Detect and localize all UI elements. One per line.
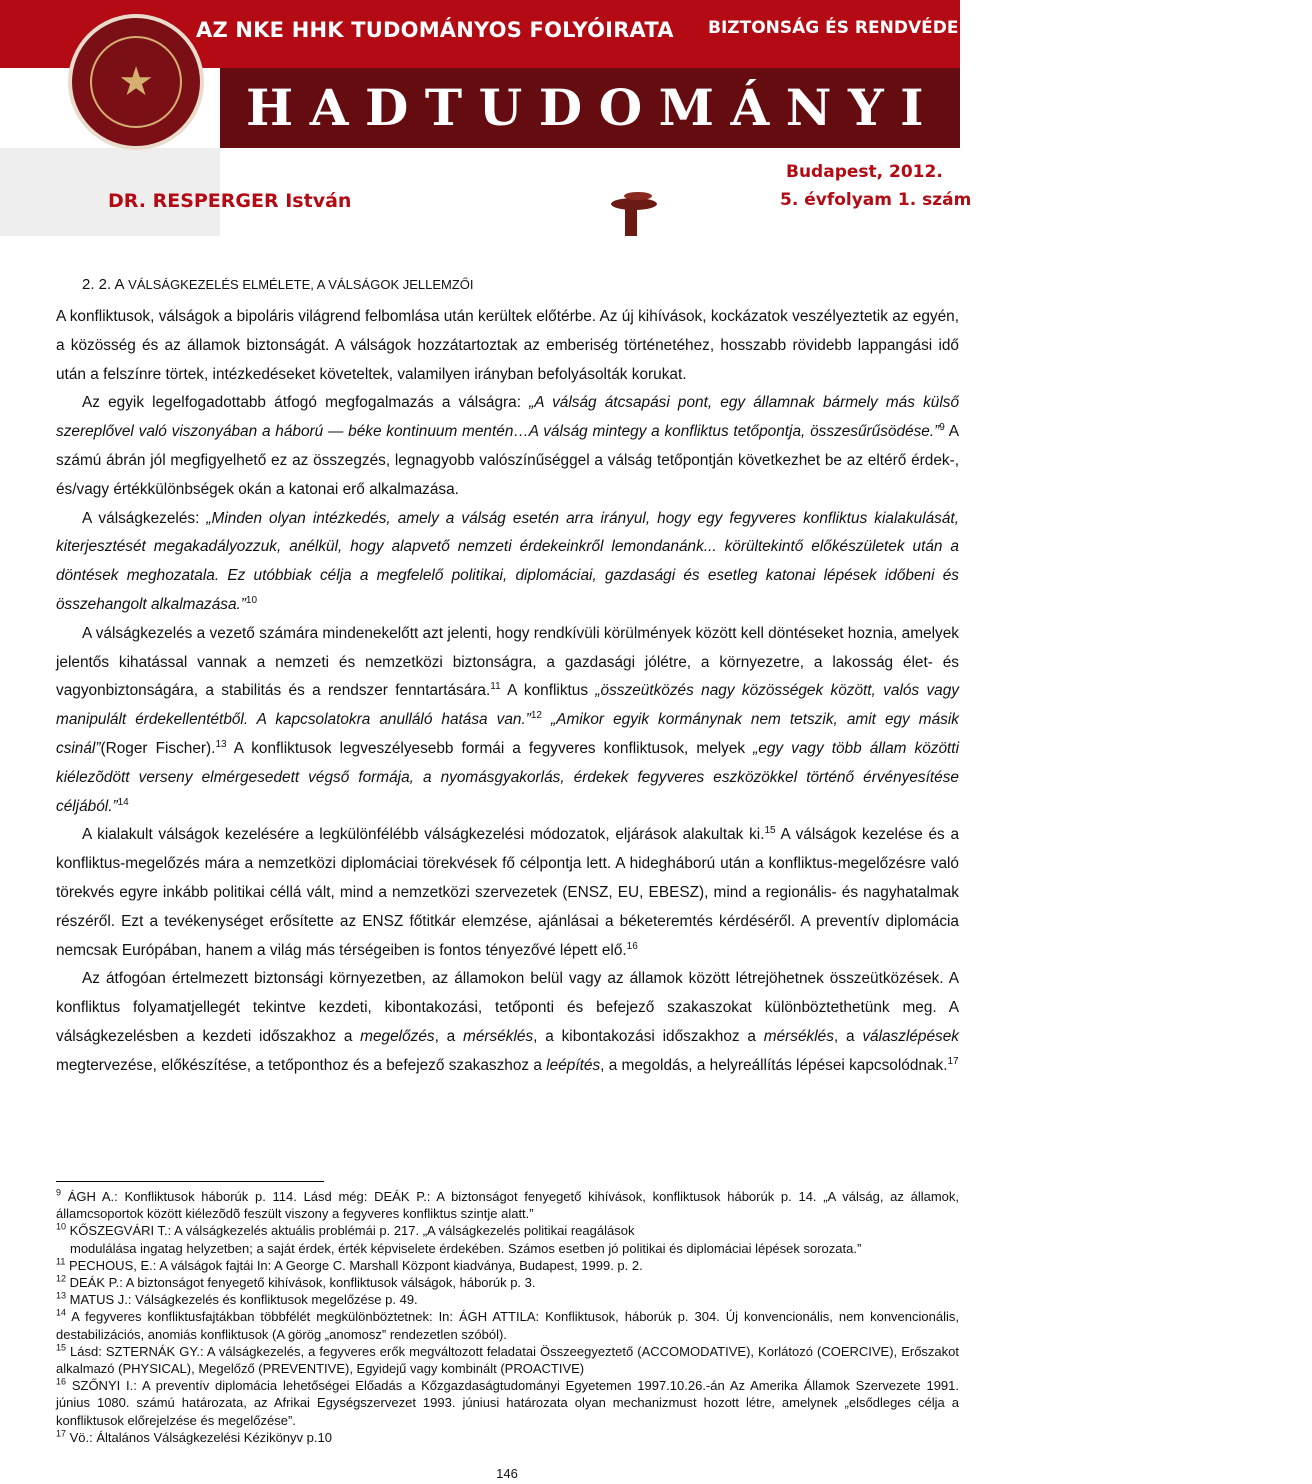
p4-text-a: A válságkezelés a vezető számára mindenekelőtt azt jelenti, hogy rendkívüli körülmények között kell döntéseket hoznia, amelyek jelentős kihatással vannak a nemzeti és nemzetközi biztonságra, a gazdasági jólétre, a környezetre, a lakosság élet- és vagyonbiztonságára, a stabilitás és a rendszer fenntartására. [56,624,959,700]
footnote-ref-11: 11 [490,681,501,693]
section-title: VÁLSÁGKEZELÉS ELMÉLETE, A VÁLSÁGOK JELLEMZŐI [124,277,474,292]
footnote-text: Vö.: Általános Válságkezelési Kézikönyv p.10 [66,1429,332,1445]
footnote-16 [56,1377,959,1429]
footnote-number: 16 [56,1376,67,1387]
section-line: BIZTONSÁG ÉS RENDVÉDELEM [708,18,998,38]
footnote-number: 12 [56,1273,67,1284]
footnote-separator [56,1181,324,1182]
p6-term-5: leépítés [546,1056,601,1074]
p2-quote: „A válság átcsapási pont, egy államnak bármely más külső szereplővel való viszonyában a háború — béke kontinuum mentén…A válság mintegy a konfliktus tetőpontja, összesűrűsödése.” [56,394,959,441]
p3-text-a: A válságkezelés: [82,509,207,527]
star-icon: ★ [118,59,154,105]
footnote-ref-16: 16 [626,940,638,952]
paragraph-1: A konfliktusok, válságok a bipoláris világrend felbomlása után kerültek előtérbe. Az új kihívások, kockázatok veszélyeztetik az egyén, a közösség és az államok biztonságát. A válságok hozzátartoztak az emberiség történetéhez, hosszabb rövidebb lappangási idő után a felszínre törtek, intézkedéseket követeltek, valamilyen irányban befolyásolták korukat. [56,308,959,383]
seal-inner-ring [90,36,182,128]
paragraph-3 [56,505,959,620]
journal-line: AZ NKE HHK TUDOMÁNYOS FOLYÓIRATA [196,18,674,42]
footnote-ref-13: 13 [215,738,227,750]
footnote-text: SZŐNYI I.: A preventív diplomácia lehetőségei Előadás a Kőzgazdaságtudományi Egyetemen 1997.10.26.-án Az Amerika Államok Szervezete 1991. június 1080. számú határozata, az Afrikai Egységszervezet 1993. júniusi határozata olyan mechanizmust hozott létre, amelynek „elsődleges célja a konfliktusok előrejelzése és megelőzése”. [56,1378,959,1428]
section-heading [82,276,474,293]
p4-quote-1: „összeütközés nagy közösségek között, valós vagy manipulált érdekellentétből. A kapcsolatokra anulláló hatása van.” [56,682,959,729]
footnotes [56,1188,959,1446]
p6-term-3: mérséklés [763,1027,834,1045]
footnote-number: 17 [56,1428,67,1439]
footnote-ref-15: 15 [764,825,776,837]
footnote-11 [56,1257,959,1274]
footnote-text: ÁGH A.: Konfliktusok háborúk p. 114. Lásd még: DEÁK P.: A biztonságot fenyegető kihívások, konfliktusok háborúk p. 14. „A válság, az államok, államcsoportok között kiélezõdõ feszült viszony a fegyveres konfliktus szintje alatt.” [56,1189,959,1222]
p4-quote-3: „egy vagy több állam közötti kiélezõdött verseny elmérgesedett végső formája, a nyomásgyakorlás, érdekek fegyveres eszközökkel történő érvényesítése céljából.” [56,739,959,815]
page-number: 146 [496,1466,518,1481]
footnote-number: 14 [56,1308,67,1319]
footnote-13 [56,1291,959,1308]
paragraph-4 [56,620,959,822]
footnote-number: 13 [56,1290,67,1301]
p4-text-e: A konfliktusok legveszélyesebb formái a fegyveres konfliktusok, melyek [226,739,754,757]
journal-title: HADTUDOMÁNYI SZEMLE [246,78,1312,137]
footnote-text: KŐSZEGVÁRI T.: A válságkezelés aktuális problémái p. 217. „A válságkezelés politikai reagálások [66,1223,635,1239]
p6-text-c: , a kibontakozási időszakhoz a [533,1027,764,1045]
journal-seal-logo [68,14,204,150]
p6-term-4: válaszlépések [862,1027,960,1045]
main-text [56,303,959,1081]
footnote-text: PECHOUS, E.: A válságok fajtái In: A George C. Marshall Központ kiadványa, Budapest, 1999. p. 2. [65,1257,643,1273]
footnote-10 [56,1222,959,1239]
footnote-ref-9: 9 [939,422,945,434]
p4-text-c [542,711,551,728]
footnote-text: A fegyveres konfliktusfajtákban többfélét megkülönböztetnek: In: ÁGH ATTILA: Konfliktusok, háborúk p. 304. Új konvencionális, nem konvencionális, destabilizációs, anomiás konfliktusok (A görög „anomosz” rendezetlen szóból). [56,1309,959,1342]
footnote-9 [56,1188,959,1222]
footnote-number: 15 [56,1342,67,1353]
footnote-text: MATUS J.: Válságkezelés és konfliktusok megelőzése p. 49. [66,1292,418,1308]
p6-text-f: , a megoldás, a helyreállítás lépései kapcsolódnak. [600,1056,948,1074]
footnote-14 [56,1308,959,1342]
paragraph-2 [56,389,959,504]
p6-text-b: , a [434,1027,464,1045]
p6-text-d: , a [833,1027,863,1045]
volume-issue: 5. évfolyam 1. szám [780,190,972,210]
p6-term-2: mérséklés [463,1027,534,1045]
footnote-10-continued: modulálása ingatag helyzetben; a saját érdek, érték képviselete érdekében. Számos esetben jó politikai és diplomáciai lépések sorozata.” [70,1240,862,1256]
footnote-number: 9 [56,1187,62,1198]
footnote-ref-14: 14 [117,796,129,808]
section-title-first-letter: A [114,276,125,293]
p4-text-b: A konfliktus [500,682,596,700]
footnote-ref-12: 12 [530,710,542,722]
footnote-17 [56,1429,959,1446]
author-name: DR. RESPERGER István [108,190,352,212]
paragraph-5 [56,821,959,965]
p5-text-a: A kialakult válságok kezelésére a legkülönfélébb válságkezelési módozatok, eljárások alakultak ki. [82,826,765,844]
p6-text-e: megtervezése, előkészítése, a tetőponthoz és a befejező szakaszhoz a [56,1056,547,1074]
footnote-ref-10: 10 [245,594,258,606]
p2-text-a: Az egyik legelfogadottabb átfogó megfogalmazás a válságra: [82,394,530,412]
p6-text-a: Az átfogóan értelmezett biztonsági környezetben, az államokon belül vagy az államok között létrejöhetnek összeütközések. A konfliktus folyamatjellegét tekintve kezdeti, kibontakozási, tetőponti és befejező szakaszokat különböztethetünk meg. A válságkezelésben a kezdeti időszakhoz a [56,970,959,1045]
section-number: 2. 2. [82,276,115,293]
footnote-12 [56,1274,959,1291]
footnote-15 [56,1343,959,1377]
p6-term-1: megelőzés [360,1027,435,1045]
p4-quote-2: „Amikor egyik kormánynak nem tetszik, amit egy másik csinál” [56,711,959,757]
footnote-text: Lásd: SZTERNÁK GY.: A válságkezelés, a fegyveres erők megváltozott feladatai Összeegyeztető (ACCOMODATIVE), Korlátozó (COERCIVE), Erőszakot alkalmazó (PHYSICAL), Megelőző (PREVENTIVE), Egyidejű vagy kombinált (PROACTIVE) [56,1343,959,1377]
p2-text-b: A számú ábrán jól megfigyelhető ez az összegzés, legnagyobb valószínűséggel a válság tetőpontján következhet be az eltérő érdek-, és/vagy értékkülönbségek okán a katonai erő alkalmazása. [56,423,959,498]
p5-text-b: A válságok kezelése és a konfliktus-megelőzés mára a nemzetközi diplomáciai törekvések fő célpontja lett. A hidegháború után a konfliktus-megelőzésre való törekvés egyre inkább politikai céllá vált, mind a nemzetközi szervezetek (ENSZ, EU, EBESZ), mind a regionális- és nagyhatalmak részéről. Ezt a tevékenységet erősítette az ENSZ főtitkár elemzése, ajánlásai a béketeremtés kérdéséről. A preventív diplomácia nemcsak Európában, hanem a világ más térségeiben is fontos tényezővé lépett elő. [56,826,959,959]
publication-place-year: Budapest, 2012. [786,162,943,182]
p3-quote: „Minden olyan intézkedés, amely a válság esetén arra irányul, hogy egy fegyveres konfliktus kialakulását, kiterjesztését megakadályozzuk, anélkül, hogy alapvető nemzeti érdekeinkről lemondanánk... körültekintő előkészületek után a döntések meghozatala. Ez utóbbiak célja a megfelelő politikai, diplomáciai, gazdasági és esetleg katonai lépések időbeni és összehangolt alkalmazása.” [56,509,959,613]
footnote-text: DEÁK P.: A biztonságot fenyegető kihívások, konfliktusok válságok, háborúk p. 3. [66,1275,536,1291]
p4-text-d: (Roger Fischer). [100,739,216,757]
paragraph-6 [56,965,959,1080]
decorative-swirl-icon [604,174,658,236]
footnote-ref-17: 17 [947,1055,959,1067]
footnote-number: 11 [56,1256,66,1267]
footnote-number: 10 [56,1222,67,1233]
